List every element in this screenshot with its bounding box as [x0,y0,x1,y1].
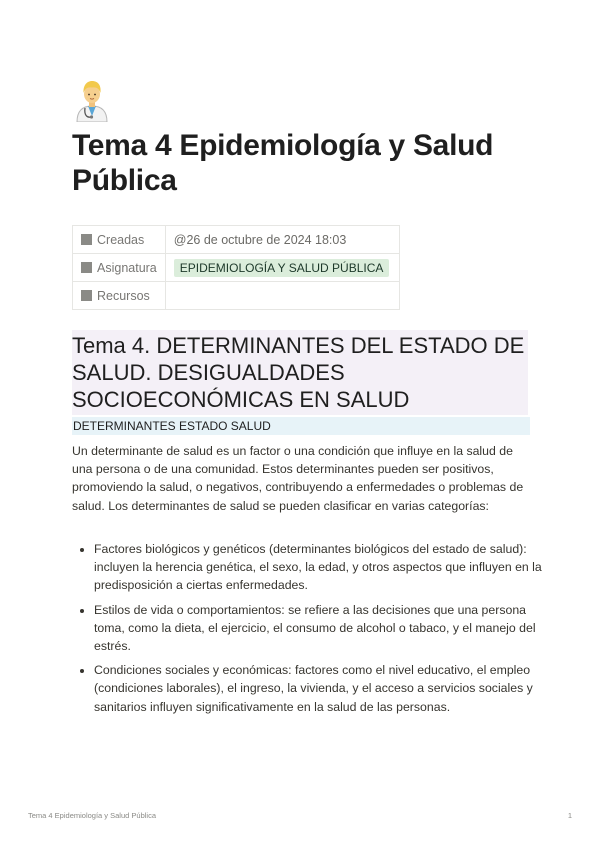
intro-paragraph: Un determinante de salud es un factor o una condición que influye en la salud de una persona o de una comunidad. Estos determinantes pueden ser positivos, promoviendo la salud, o negativos, contribuyendo a enfermedades o problemas de salud. Los determinantes de salud se pueden clasificar en varias categorías: [72,444,524,513]
property-key: Asignatura [73,254,166,282]
list-item: • Factores biológicos y genéticos (determinantes biológicos del estado de salud): incluyen la herencia genética, el sexo, la edad, y otros aspectos que influyen en la predisposición a ciertas enfermedades. [94,540,550,595]
property-row-asignatura [73,254,400,282]
property-key: Creadas [73,226,166,254]
property-key: Recursos [73,282,166,310]
property-type-icon [81,290,92,301]
list-item: • Condiciones sociales y económicas: factores como el nivel educativo, el empleo (condiciones laborales), el ingreso, la vivienda, y el acceso a servicios sociales y sanitarios influyen significativamente en la salud de las personas. [94,661,550,716]
health-worker-emoji-icon [72,78,112,122]
footer-title: Tema 4 Epidemiología y Salud Pública [28,811,156,820]
property-type-icon [81,234,92,245]
property-value-resources[interactable] [165,282,399,310]
property-row-creadas [73,226,400,254]
property-value-created: @26 de octubre de 2024 18:03 [165,226,399,254]
bullet-list [72,540,550,722]
property-value-subject[interactable] [165,254,399,282]
page-title: Tema 4 Epidemiología y Salud Pública [72,129,494,197]
page-number: 1 [567,811,572,820]
property-type-icon [81,262,92,273]
heading-1: Tema 4. DETERMINANTES DEL ESTADO DE SALUD. DESIGUALDADES SOCIOECONÓMICAS EN SALUD [72,330,528,415]
property-row-recursos [73,282,400,310]
properties-table [72,225,400,310]
subject-tag[interactable]: EPIDEMIOLOGÍA Y SALUD PÚBLICA [174,259,390,277]
heading-3: DETERMINANTES ESTADO SALUD [72,417,530,435]
list-item: • Estilos de vida o comportamientos: se refiere a las decisiones que una persona toma, como la dieta, el ejercicio, el consumo de alcohol o tabaco, y el manejo del estrés. [94,601,550,656]
